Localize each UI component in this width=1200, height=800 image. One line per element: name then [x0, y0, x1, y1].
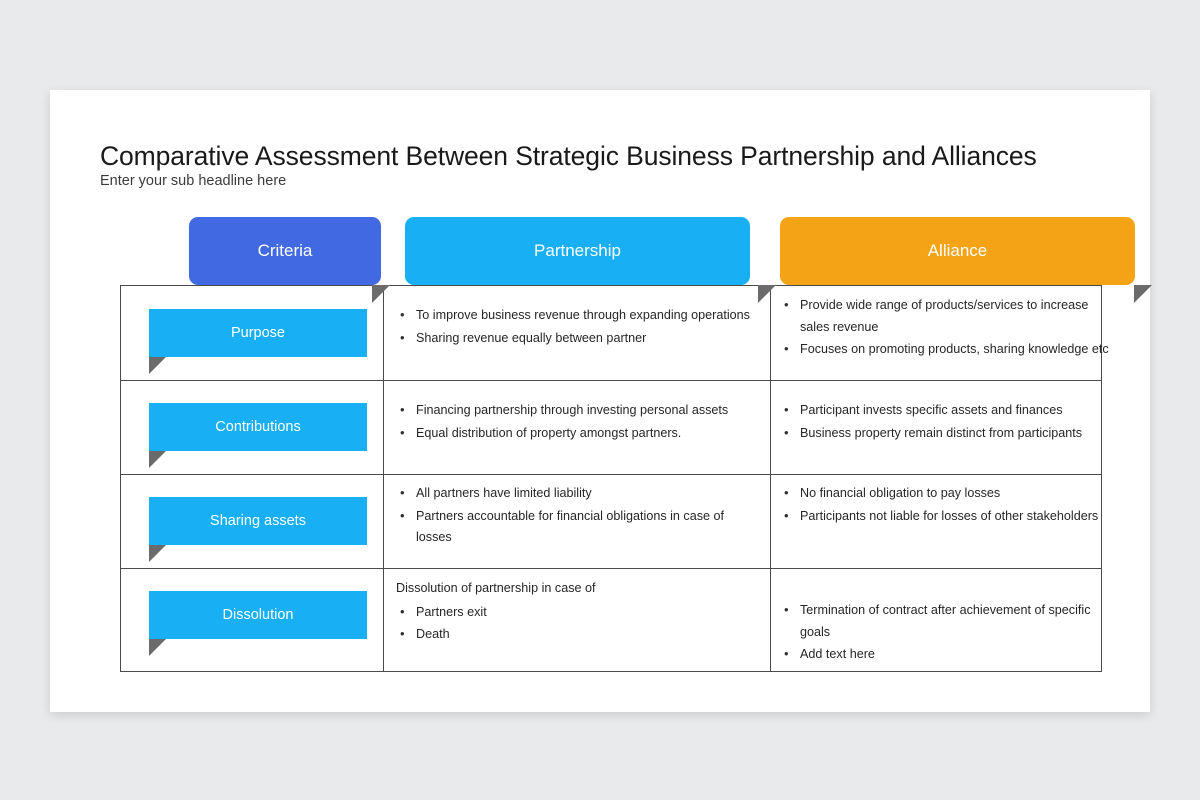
row-label-dissolution[interactable]: [149, 591, 367, 639]
slide-canvas: [50, 90, 1150, 712]
cell-purpose-partnership: [396, 305, 761, 350]
column-header-label: Criteria: [257, 241, 313, 260]
bullet-item: • Participants not liable for losses of other stakeholders: [780, 506, 1120, 528]
header-shadow-alliance: [1134, 285, 1152, 303]
row-label-text: Purpose: [230, 325, 285, 341]
cell-sharing-assets-partnership: [396, 483, 761, 550]
bullet-item: • To improve business revenue through expanding operations: [396, 305, 761, 327]
row-label-text: Sharing assets: [210, 513, 306, 529]
cell-dissolution-partnership: [396, 578, 761, 647]
page-subtitle: Enter your sub headline here: [100, 173, 287, 189]
header-shadow-partnership: [758, 285, 776, 303]
cell-contributions-partnership: [396, 400, 761, 445]
row-label-text: Contributions: [215, 419, 301, 435]
header-shadow-criteria: [372, 285, 390, 303]
grid-hline-3: [120, 474, 1102, 475]
row-chip-shadow: [149, 451, 166, 468]
column-header-alliance[interactable]: [780, 217, 1135, 285]
bullet-item: • Equal distribution of property amongst partners.: [396, 423, 761, 445]
grid-hline-5: [120, 671, 1102, 672]
column-header-criteria[interactable]: [189, 217, 381, 285]
column-header-partnership[interactable]: [405, 217, 750, 285]
bullet-item: • No financial obligation to pay losses: [780, 483, 1120, 505]
row-label-text: Dissolution: [222, 607, 294, 623]
grid-vline-mid2: [770, 285, 771, 672]
bullet-item: • Termination of contract after achievement of specific goals: [780, 600, 1120, 643]
cell-contributions-alliance: [780, 400, 1120, 445]
bullet-item: • Provide wide range of products/services to increase sales revenue: [780, 295, 1120, 338]
cell-lead-text: Dissolution of partnership in case of: [396, 581, 596, 595]
grid-hline-2: [120, 380, 1102, 381]
page-title: Comparative Assessment Between Strategic Business Partnership and Alliances: [100, 140, 1037, 171]
comparison-table: [120, 217, 1109, 672]
bullet-item: • Death: [396, 624, 761, 646]
row-label-sharing-assets[interactable]: [149, 497, 367, 545]
grid-hline-1: [120, 285, 1102, 286]
row-label-purpose[interactable]: [149, 309, 367, 357]
bullet-item: • Focuses on promoting products, sharing knowledge etc: [780, 339, 1120, 361]
bullet-item: • Participant invests specific assets and finances: [780, 400, 1120, 422]
bullet-item: • Partners exit: [396, 602, 761, 624]
cell-purpose-alliance: [780, 295, 1120, 362]
bullet-item: • Add text here: [780, 644, 1120, 666]
grid-vline-mid1: [383, 285, 384, 672]
bullet-item: • All partners have limited liability: [396, 483, 761, 505]
grid-hline-4: [120, 568, 1102, 569]
row-label-contributions[interactable]: [149, 403, 367, 451]
grid-vline-left: [120, 285, 121, 672]
cell-dissolution-alliance: [780, 600, 1120, 667]
row-chip-shadow: [149, 545, 166, 562]
row-chip-shadow: [149, 639, 166, 656]
column-header-label: Partnership: [534, 241, 621, 260]
bullet-item: • Partners accountable for financial obligations in case of losses: [396, 506, 761, 549]
column-header-label: Alliance: [927, 241, 988, 260]
bullet-item: • Business property remain distinct from participants: [780, 423, 1120, 445]
bullet-item: • Sharing revenue equally between partner: [396, 328, 761, 350]
row-chip-shadow: [149, 357, 166, 374]
bullet-item: • Financing partnership through investing personal assets: [396, 400, 761, 422]
cell-sharing-assets-alliance: [780, 483, 1120, 528]
